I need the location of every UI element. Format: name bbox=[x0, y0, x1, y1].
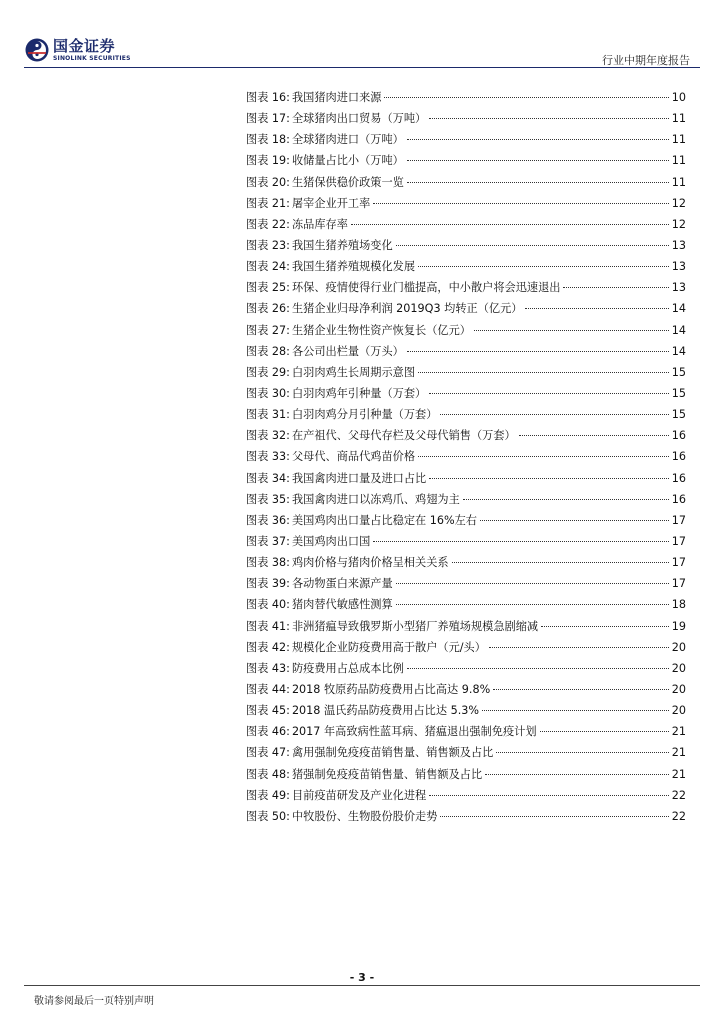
toc-entry[interactable] bbox=[246, 554, 686, 575]
toc-dot-leader bbox=[407, 668, 669, 669]
page-header bbox=[0, 0, 724, 80]
toc-entry-page: 10 bbox=[671, 91, 686, 104]
toc-entry-title: 生猪企业归母净利润 2019Q3 均转正（亿元） bbox=[291, 302, 523, 316]
toc-entry-page: 13 bbox=[671, 238, 686, 252]
toc-dot-leader bbox=[429, 118, 669, 119]
toc-entry-title: 冻品库存率 bbox=[291, 217, 348, 231]
toc-entry-title: 生猪保供稳价政策一览 bbox=[291, 175, 404, 189]
toc-entry-title: 中牧股份、生物股份股价走势 bbox=[291, 809, 438, 823]
toc-dot-leader bbox=[525, 308, 668, 309]
toc-dot-leader bbox=[440, 414, 668, 415]
toc-dot-leader bbox=[493, 689, 669, 690]
toc-entry[interactable] bbox=[246, 258, 686, 279]
toc-entry-label: 图表 29: bbox=[246, 365, 290, 379]
toc-entry-label: 图表 31: bbox=[246, 408, 290, 422]
toc-entry[interactable] bbox=[246, 744, 686, 765]
toc-entry-label: 图表 36: bbox=[246, 513, 290, 527]
toc-entry[interactable] bbox=[246, 237, 686, 258]
toc-entry[interactable] bbox=[246, 681, 686, 702]
toc-entry-label: 图表 38: bbox=[246, 556, 290, 570]
toc-dot-leader bbox=[396, 245, 669, 246]
toc-entry[interactable] bbox=[246, 660, 686, 681]
toc-dot-leader bbox=[519, 435, 669, 436]
toc-entry-title: 美国鸡肉出口国 bbox=[291, 534, 371, 548]
toc-entry-title: 白羽肉鸡年引种量（万套） bbox=[291, 386, 427, 400]
toc-entry-label: 图表 47: bbox=[246, 746, 290, 760]
toc-entry[interactable] bbox=[246, 216, 686, 237]
toc-entry[interactable] bbox=[246, 808, 686, 829]
toc-entry[interactable] bbox=[246, 110, 686, 131]
toc-entry-title: 目前疫苗研发及产业化进程 bbox=[291, 788, 427, 802]
toc-entry-label: 图表 23: bbox=[246, 238, 290, 252]
report-type: 行业中期年度报告 bbox=[602, 54, 690, 67]
toc-entry-title: 各公司出栏量（万头） bbox=[291, 344, 404, 358]
toc-entry-title: 防疫费用占总成本比例 bbox=[291, 661, 404, 675]
brand-logo bbox=[24, 37, 131, 63]
toc-entry-label: 图表 40: bbox=[246, 598, 290, 612]
toc-entry-page: 17 bbox=[671, 556, 686, 570]
toc-entry-title: 鸡肉价格与猪肉价格呈相关关系 bbox=[291, 556, 449, 570]
toc-entry-label: 图表 41: bbox=[246, 619, 290, 633]
page-number: - 3 - bbox=[349, 971, 375, 984]
toc-entry[interactable] bbox=[246, 131, 686, 152]
toc-dot-leader bbox=[396, 583, 669, 584]
toc-dot-leader bbox=[418, 266, 669, 267]
toc-entry-title: 猪肉替代敏感性测算 bbox=[291, 598, 393, 612]
toc-entry-page: 14 bbox=[671, 323, 686, 337]
toc-entry[interactable] bbox=[246, 470, 686, 491]
toc-entry[interactable] bbox=[246, 448, 686, 469]
toc-entry-title: 2017 年高致病性蓝耳病、猪瘟退出强制免疫计划 bbox=[291, 725, 537, 739]
toc-dot-leader bbox=[540, 731, 669, 732]
toc-entry[interactable] bbox=[246, 533, 686, 554]
toc-entry[interactable] bbox=[246, 385, 686, 406]
toc-entry[interactable] bbox=[246, 364, 686, 385]
toc-entry-page: 22 bbox=[671, 788, 686, 802]
footer-disclaimer: 敬请参阅最后一页特别声明 bbox=[34, 996, 154, 1007]
toc-entry[interactable] bbox=[246, 152, 686, 173]
toc-entry[interactable] bbox=[246, 279, 686, 300]
toc-entry-label: 图表 45: bbox=[246, 704, 290, 718]
header-divider bbox=[24, 67, 700, 68]
toc-entry[interactable] bbox=[246, 766, 686, 787]
toc-entry-label: 图表 19: bbox=[246, 154, 290, 168]
toc-entry-label: 图表 18: bbox=[246, 133, 290, 147]
toc-entry-page: 15 bbox=[671, 365, 686, 379]
toc-entry-title: 我国禽肉进口以冻鸡爪、鸡翅为主 bbox=[291, 492, 460, 506]
toc-entry-title: 环保、疫情使得行业门槛提高，中小散户将会迅速退出 bbox=[291, 281, 561, 295]
toc-entry-label: 图表 17: bbox=[246, 112, 290, 126]
toc-dot-leader bbox=[407, 160, 669, 161]
toc-entry-title: 全球猪肉进口（万吨） bbox=[291, 133, 404, 147]
toc-entry[interactable] bbox=[246, 575, 686, 596]
toc-entry-title: 我国生猪养殖规模化发展 bbox=[291, 260, 416, 274]
toc-entry[interactable] bbox=[246, 639, 686, 660]
toc-entry-label: 图表 28: bbox=[246, 344, 290, 358]
toc-dot-leader bbox=[407, 139, 669, 140]
toc-entry-label: 图表 21: bbox=[246, 196, 290, 210]
toc-entry-page: 11 bbox=[671, 154, 686, 168]
toc-entry[interactable] bbox=[246, 300, 686, 321]
toc-dot-leader bbox=[489, 647, 669, 648]
toc-entry-label: 图表 34: bbox=[246, 471, 290, 485]
toc-entry-label: 图表 16: bbox=[246, 91, 290, 104]
toc-entry-title: 非洲猪瘟导致俄罗斯小型猪厂养殖场规模急剧缩减 bbox=[291, 619, 539, 633]
toc-entry[interactable] bbox=[246, 195, 686, 216]
toc-entry-page: 11 bbox=[671, 175, 686, 189]
toc-entry-label: 图表 48: bbox=[246, 767, 290, 781]
toc-entry-label: 图表 27: bbox=[246, 323, 290, 337]
toc-entry[interactable] bbox=[246, 427, 686, 448]
toc-entry-page: 17 bbox=[671, 534, 686, 548]
toc-entry-page: 16 bbox=[671, 429, 686, 443]
toc-dot-leader bbox=[482, 710, 669, 711]
toc-entry-label: 图表 46: bbox=[246, 725, 290, 739]
toc-entry-page: 20 bbox=[671, 640, 686, 654]
toc-entry-title: 美国鸡肉出口量占比稳定在 16%左右 bbox=[291, 513, 477, 527]
toc-entry-label: 图表 35: bbox=[246, 492, 290, 506]
toc-dot-leader bbox=[407, 182, 669, 183]
toc-dot-leader bbox=[496, 752, 668, 753]
toc-entry-title: 白羽肉鸡生长周期示意图 bbox=[291, 365, 416, 379]
toc-entry-page: 14 bbox=[671, 344, 686, 358]
toc-entry-label: 图表 22: bbox=[246, 217, 290, 231]
toc-entry[interactable] bbox=[246, 406, 686, 427]
brand-name-cn: 国金证券 bbox=[53, 36, 116, 55]
toc-entry-label: 图表 33: bbox=[246, 450, 290, 464]
toc-entry[interactable] bbox=[246, 618, 686, 639]
toc-entry-title: 白羽肉鸡分月引种量（万套） bbox=[291, 408, 438, 422]
toc-entry-label: 图表 39: bbox=[246, 577, 290, 591]
toc-dot-leader bbox=[485, 774, 669, 775]
toc-entry-page: 19 bbox=[671, 619, 686, 633]
toc-entry-page: 14 bbox=[671, 302, 686, 316]
toc-dot-leader bbox=[351, 224, 669, 225]
toc-dot-leader bbox=[373, 541, 668, 542]
toc-entry-title: 屠宰企业开工率 bbox=[291, 196, 371, 210]
toc-dot-leader bbox=[474, 330, 669, 331]
toc-entry-page: 20 bbox=[671, 704, 686, 718]
toc-entry-page: 11 bbox=[671, 112, 686, 126]
toc-dot-leader bbox=[373, 203, 668, 204]
toc-dot-leader bbox=[418, 456, 669, 457]
toc-dot-leader bbox=[541, 626, 669, 627]
toc-entry-title: 我国禽肉进口量及进口占比 bbox=[291, 471, 427, 485]
toc-entry[interactable] bbox=[246, 512, 686, 533]
toc-dot-leader bbox=[418, 372, 669, 373]
toc-entry-label: 图表 25: bbox=[246, 281, 290, 295]
toc-dot-leader bbox=[429, 393, 669, 394]
toc-entry-title: 规模化企业防疫费用高于散户（元/头） bbox=[291, 640, 486, 654]
toc-entry-page: 12 bbox=[671, 217, 686, 231]
toc-entry-page: 18 bbox=[671, 598, 686, 612]
toc-entry-page: 17 bbox=[671, 513, 686, 527]
toc-entry-page: 21 bbox=[671, 767, 686, 781]
toc-entry-label: 图表 30: bbox=[246, 386, 290, 400]
toc-entry-page: 15 bbox=[671, 408, 686, 422]
toc-entry-label: 图表 32: bbox=[246, 429, 290, 443]
toc-entry-title: 全球猪肉出口贸易（万吨） bbox=[291, 112, 427, 126]
toc-dot-leader bbox=[384, 97, 668, 98]
toc-dot-leader bbox=[429, 795, 669, 796]
brand-name-en: SINOLINK SECURITIES bbox=[53, 54, 131, 62]
toc-entry[interactable] bbox=[246, 343, 686, 364]
toc-dot-leader bbox=[407, 351, 669, 352]
toc-entry[interactable] bbox=[246, 89, 686, 110]
toc-entry-title: 猪强制免疫疫苗销售量、销售额及占比 bbox=[291, 767, 483, 781]
toc-entry-page: 21 bbox=[671, 746, 686, 760]
toc-entry-page: 16 bbox=[671, 450, 686, 464]
toc-dot-leader bbox=[563, 287, 668, 288]
toc-entry-page: 20 bbox=[671, 661, 686, 675]
toc-entry-label: 图表 44: bbox=[246, 682, 290, 696]
toc-dot-leader bbox=[463, 499, 669, 500]
toc-entry-title: 父母代、商品代鸡苗价格 bbox=[291, 450, 416, 464]
toc-entry-page: 17 bbox=[671, 577, 686, 591]
toc-entry-title: 我国猪肉进口来源 bbox=[291, 91, 382, 104]
toc-entry[interactable] bbox=[246, 723, 686, 744]
toc-entry-label: 图表 26: bbox=[246, 302, 290, 316]
toc-entry-label: 图表 50: bbox=[246, 809, 290, 823]
toc-dot-leader bbox=[480, 520, 669, 521]
toc-entry[interactable] bbox=[246, 322, 686, 343]
toc-entry-title: 我国生猪养殖场变化 bbox=[291, 238, 393, 252]
toc-dot-leader bbox=[429, 478, 669, 479]
toc-entry-page: 22 bbox=[671, 809, 686, 823]
toc-entry-page: 16 bbox=[671, 492, 686, 506]
footer-divider bbox=[24, 985, 700, 986]
sinolink-logo-icon bbox=[24, 37, 50, 63]
toc-entry[interactable] bbox=[246, 596, 686, 617]
toc-entry[interactable] bbox=[246, 491, 686, 512]
toc-entry-title: 2018 温氏药品防疫费用占比达 5.3% bbox=[291, 704, 480, 718]
toc-entry-title: 各动物蛋白来源产量 bbox=[291, 577, 393, 591]
toc-entry-label: 图表 43: bbox=[246, 661, 290, 675]
toc-entry-label: 图表 24: bbox=[246, 260, 290, 274]
toc-entry-label: 图表 20: bbox=[246, 175, 290, 189]
toc-entry-title: 在产祖代、父母代存栏及父母代销售（万套） bbox=[291, 429, 516, 443]
toc-entry-page: 12 bbox=[671, 196, 686, 210]
toc-entry-page: 15 bbox=[671, 386, 686, 400]
toc-entry-title: 生猪企业生物性资产恢复长（亿元） bbox=[291, 323, 471, 337]
toc-entry-page: 13 bbox=[671, 260, 686, 274]
toc-entry-title: 收储量占比小（万吨） bbox=[291, 154, 404, 168]
toc-entry-page: 11 bbox=[671, 133, 686, 147]
toc-entry-page: 16 bbox=[671, 471, 686, 485]
toc-entry[interactable] bbox=[246, 787, 686, 808]
toc-entry-label: 图表 49: bbox=[246, 788, 290, 802]
toc-dot-leader bbox=[396, 604, 669, 605]
toc-entry-title: 2018 牧原药品防疫费用占比高达 9.8% bbox=[291, 682, 491, 696]
toc-entry-page: 13 bbox=[671, 281, 686, 295]
toc-entry-label: 图表 42: bbox=[246, 640, 290, 654]
toc-entry[interactable] bbox=[246, 702, 686, 723]
toc-entry-page: 21 bbox=[671, 725, 686, 739]
toc-entry-label: 图表 37: bbox=[246, 534, 290, 548]
toc-entry[interactable] bbox=[246, 174, 686, 195]
toc-entry-page: 20 bbox=[671, 682, 686, 696]
toc-dot-leader bbox=[452, 562, 669, 563]
toc-entry-title: 禽用强制免疫疫苗销售量、销售额及占比 bbox=[291, 746, 494, 760]
toc-dot-leader bbox=[440, 816, 668, 817]
figure-index-list bbox=[246, 89, 686, 829]
